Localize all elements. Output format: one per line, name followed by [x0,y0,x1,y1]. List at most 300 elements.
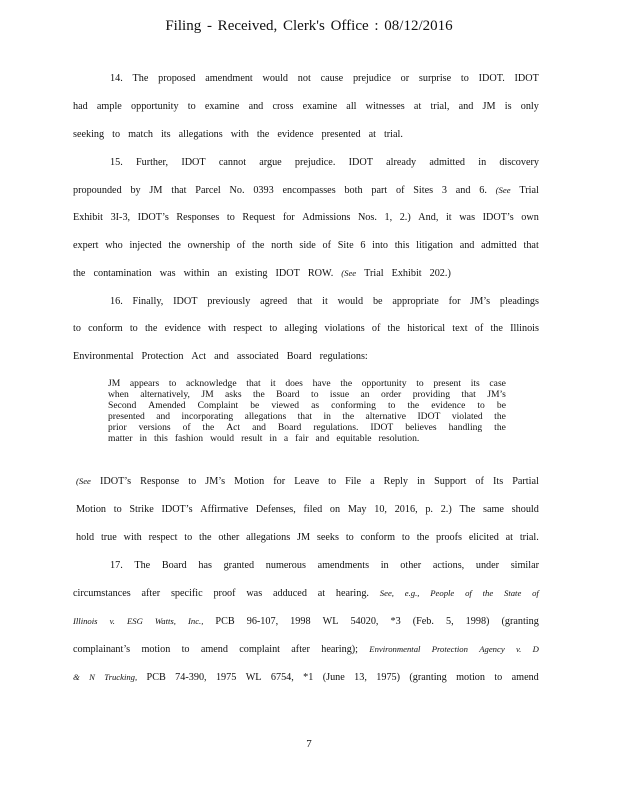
word: hearing); [321,644,359,655]
text-line [73,672,539,683]
word: that [297,296,313,307]
word: Board [277,421,302,433]
word: witnesses [365,101,405,112]
word: presented [108,410,145,422]
word: to [184,532,193,543]
word: specific [170,588,203,599]
word: does [285,378,303,389]
word: Board [161,560,187,571]
word: IDOT [514,73,539,84]
filing-header: Filing - Received, Clerk's Office : 08/12/2016 [165,18,453,34]
word: other [400,560,422,571]
word: into [372,240,388,251]
word: Board [286,351,312,362]
word: an [360,388,370,400]
word: JM [108,378,121,389]
word: to [311,388,319,400]
word: would [210,432,235,444]
word: alternatively, [140,388,190,400]
word: the [387,323,400,334]
word: & [73,672,80,682]
word: IDOT’s [482,212,514,223]
word: e.g., [404,588,420,598]
word: similar [510,560,539,571]
word: evidence [164,323,201,334]
word: to [387,399,396,411]
word: asks [225,388,242,400]
word: Trial [519,185,539,196]
word: motion [456,672,485,683]
word: Illinois [510,323,539,334]
word: contamination [93,268,152,279]
word: associated [236,351,279,362]
word: the [342,410,355,422]
word: that [171,185,187,196]
word: v. [515,644,522,654]
word: seeks [316,532,339,543]
word: the [202,421,215,433]
word: Protection [141,351,184,362]
word: No. [229,185,245,196]
word: Second [108,399,137,411]
word: (Feb. [412,616,434,627]
word: after [291,644,310,655]
word: proofs [435,532,462,543]
word: present [433,378,462,389]
word: after [141,588,161,599]
word: argue [259,157,282,168]
word: Protection [431,644,468,654]
word: by [130,185,141,196]
word: to [460,73,469,84]
word: 1975 [215,672,237,683]
word: Motion [76,504,107,515]
word: an [217,268,228,279]
word: seeking [73,129,105,140]
word: JM’s [470,296,491,307]
word: allegations [246,532,291,543]
quote-line [108,434,506,445]
word: when [108,388,129,400]
word: pleadings [499,296,539,307]
word: (June [322,672,345,683]
word: 1998) [465,616,490,627]
word: Sites [413,185,434,196]
word: north [271,240,293,251]
word: this [394,240,410,251]
word: with [207,323,227,334]
word: same [483,504,504,515]
word: amend [200,644,228,655]
word: part [371,185,388,196]
word: Agency [479,644,505,654]
word: the [144,323,158,334]
text-line [73,185,539,196]
word: regulations: [319,351,368,362]
word: incorporating [181,410,234,422]
word: order [381,388,402,400]
word: v. [109,616,115,626]
word: 10, [374,504,387,515]
word: IDOT [417,410,441,422]
word: was [246,588,263,599]
text-line [73,616,539,627]
word: within [183,268,210,279]
word: ESG [126,616,143,626]
word: granted [223,560,255,571]
word: presented [321,129,361,140]
word: true [100,532,117,543]
word: IDOT [275,268,300,279]
word: under [475,560,500,571]
word: that [246,378,261,389]
word: Act [191,351,207,362]
word: See, [379,588,394,598]
word: And, [418,212,439,223]
text-line [73,323,539,334]
text-line [73,268,539,279]
text-line [76,476,539,487]
word: it [445,212,452,223]
word: have [312,378,331,389]
word: appropriate [392,296,439,307]
word: Response [140,476,180,487]
word: ample [96,101,122,112]
text-line [73,644,539,655]
word: to [73,323,81,334]
word: prior [108,421,127,433]
word: People [430,588,455,598]
word: 16. [110,296,123,307]
word: State [503,588,522,598]
word: to [328,476,337,487]
word: (granting [409,672,447,683]
word: versions [138,421,171,433]
word: and [156,410,171,422]
word: be [372,296,383,307]
word: and [214,351,229,362]
word: the [407,399,420,411]
word: should [511,504,539,515]
word: resolution. [378,432,420,444]
word: IDOT [181,157,206,168]
word: to [129,323,138,334]
word: in [478,157,487,168]
word: Board [276,388,300,400]
word: evidence [277,129,314,140]
word: JM [482,101,496,112]
word: Environmental [369,644,421,654]
word: to [181,644,190,655]
text-line [110,73,539,84]
word: Its [492,476,504,487]
word: had [73,101,88,112]
word: (See [341,268,357,278]
word: 74-390, [175,672,207,683]
word: N [89,672,95,682]
text-line [73,588,539,599]
word: both [344,185,363,196]
word: handling [448,421,483,433]
word: prejudice. [294,157,336,168]
word: the [482,588,494,598]
word: WL [322,616,339,627]
word: of [371,323,381,334]
word: a [283,432,289,444]
text-line [76,504,539,515]
word: of [395,185,405,196]
word: to [345,532,354,543]
word: other [218,532,240,543]
block-quote [108,379,506,444]
word: Responses [176,212,220,223]
word: adduced [272,588,307,599]
word: it [322,296,328,307]
word: historical [407,323,446,334]
word: with [230,129,249,140]
word: issue [329,388,350,400]
word: Act [226,421,241,433]
word: 2.) [399,212,411,223]
word: result [241,432,263,444]
word: Nos. [357,212,377,223]
word: of [532,588,539,598]
word: the [494,410,506,422]
word: of [474,323,484,334]
word: that [461,388,476,400]
word: opportunity [131,101,179,112]
word: 6. [479,185,487,196]
word: IDOT. [478,73,505,84]
word: Environmental [73,351,134,362]
word: 202.) [429,268,451,279]
text-line [110,157,539,168]
word: Support [434,476,467,487]
word: or [400,73,410,84]
word: *3 [390,616,401,627]
word: cross [272,101,294,112]
word: actions, [432,560,465,571]
word: 54020, [350,616,379,627]
word: JM [201,388,214,400]
word: 3 [441,185,447,196]
word: examine [302,101,338,112]
word: its [470,378,480,389]
word: to [112,129,121,140]
word: elicited [468,532,499,543]
word: Inc., [188,616,204,626]
word: of [475,476,484,487]
word: with [123,532,142,543]
word: motion [141,644,171,655]
word: Affirmative [200,504,249,515]
word: to [226,212,235,223]
word: admitted [481,240,517,251]
word: in [380,560,389,571]
word: agreed [260,296,288,307]
word: this [153,432,168,444]
word: that [297,410,313,422]
word: for [273,476,286,487]
word: proposed [158,73,196,84]
word: The [132,73,149,84]
word: only [520,101,539,112]
word: IDOT [173,296,198,307]
word: match [128,129,153,140]
word: violations [324,323,365,334]
word: to [113,504,122,515]
word: opportunity [361,378,407,389]
word: of [182,421,191,433]
word: 14. [110,73,123,84]
word: Further, [135,157,169,168]
word: encompasses [282,185,336,196]
word: the [256,129,270,140]
word: hold [76,532,95,543]
word: of [236,240,246,251]
word: and [459,240,475,251]
word: May [347,504,367,515]
word: appears [129,378,160,389]
word: who [105,240,123,251]
word: conform [360,532,396,543]
word: 17. [110,560,123,571]
word: to [494,672,503,683]
word: The [459,504,476,515]
word: the [416,532,430,543]
word: providing [412,388,450,400]
word: Amended [148,399,186,411]
word: examine [204,101,240,112]
word: proof [213,588,236,599]
word: amend [511,672,539,683]
word: Parcel [195,185,221,196]
word: The [134,560,151,571]
word: circumstances [73,588,131,599]
word: in [323,410,331,422]
word: Exhibit [391,268,422,279]
word: was [159,268,176,279]
text-line [76,532,539,543]
word: acknowledge [186,378,237,389]
word: would [337,296,364,307]
word: allegations [178,129,223,140]
word: admitted [429,157,466,168]
word: on [329,504,341,515]
word: to [269,323,278,334]
word: be [250,399,260,411]
word: respect [233,323,263,334]
word: in [269,432,277,444]
word: discovery [499,157,539,168]
word: 6 [360,240,366,251]
word: was [459,212,476,223]
word: conform [88,323,123,334]
word: Trial [364,268,384,279]
word: trial, [430,101,450,112]
word: 15. [110,157,123,168]
word: Leave [294,476,320,487]
text-line [73,212,539,223]
word: injected [129,240,162,251]
word: at [413,101,422,112]
word: Partial [512,476,539,487]
word: believes [405,421,437,433]
word: existing [235,268,268,279]
word: complainant’s [73,644,131,655]
word: the [199,532,212,543]
word: Trucking, [104,672,138,682]
word: 3I-3, [110,212,131,223]
word: to [168,378,177,389]
word: be [496,399,506,411]
word: to [401,532,410,543]
word: trial. [519,532,539,543]
word: in [417,476,426,487]
word: the [73,268,86,279]
word: Motion [234,476,265,487]
word: JM’s [205,476,226,487]
word: not [297,73,311,84]
word: 2016, [394,504,418,515]
word: to [416,378,424,389]
word: Illinois [73,616,98,626]
text-line [73,129,539,140]
word: *1 [303,672,314,683]
word: the [494,421,506,433]
word: 0393 [253,185,274,196]
word: regulations. [313,421,359,433]
word: at [505,532,513,543]
word: and [248,101,264,112]
word: Watts, [154,616,176,626]
word: p. [425,504,433,515]
word: for [282,212,295,223]
word: the [251,240,265,251]
word: Defenses, [255,504,296,515]
word: to [477,399,485,411]
word: alternative [365,410,407,422]
word: as [311,399,320,411]
word: for [448,296,461,307]
word: is [504,101,512,112]
word: propounded [73,185,122,196]
word: 1, [384,212,393,223]
word: its [160,129,171,140]
word: filed [303,504,323,515]
word: and [458,101,474,112]
word: to [188,476,197,487]
word: side [299,240,316,251]
word: expert [73,240,99,251]
word: IDOT’s [137,212,169,223]
word: all [346,101,357,112]
word: D [532,644,539,654]
word: conforming [331,399,376,411]
word: cannot [218,157,247,168]
text-line [73,240,539,251]
word: prejudice [352,73,391,84]
word: case [489,378,506,389]
word: ROW. [307,268,334,279]
word: Finally, [132,296,164,307]
word: (See [495,185,511,195]
word: of [465,588,472,598]
word: that [523,240,539,251]
word: 1998 [290,616,311,627]
word: complaint [239,644,280,655]
word: and [315,432,330,444]
